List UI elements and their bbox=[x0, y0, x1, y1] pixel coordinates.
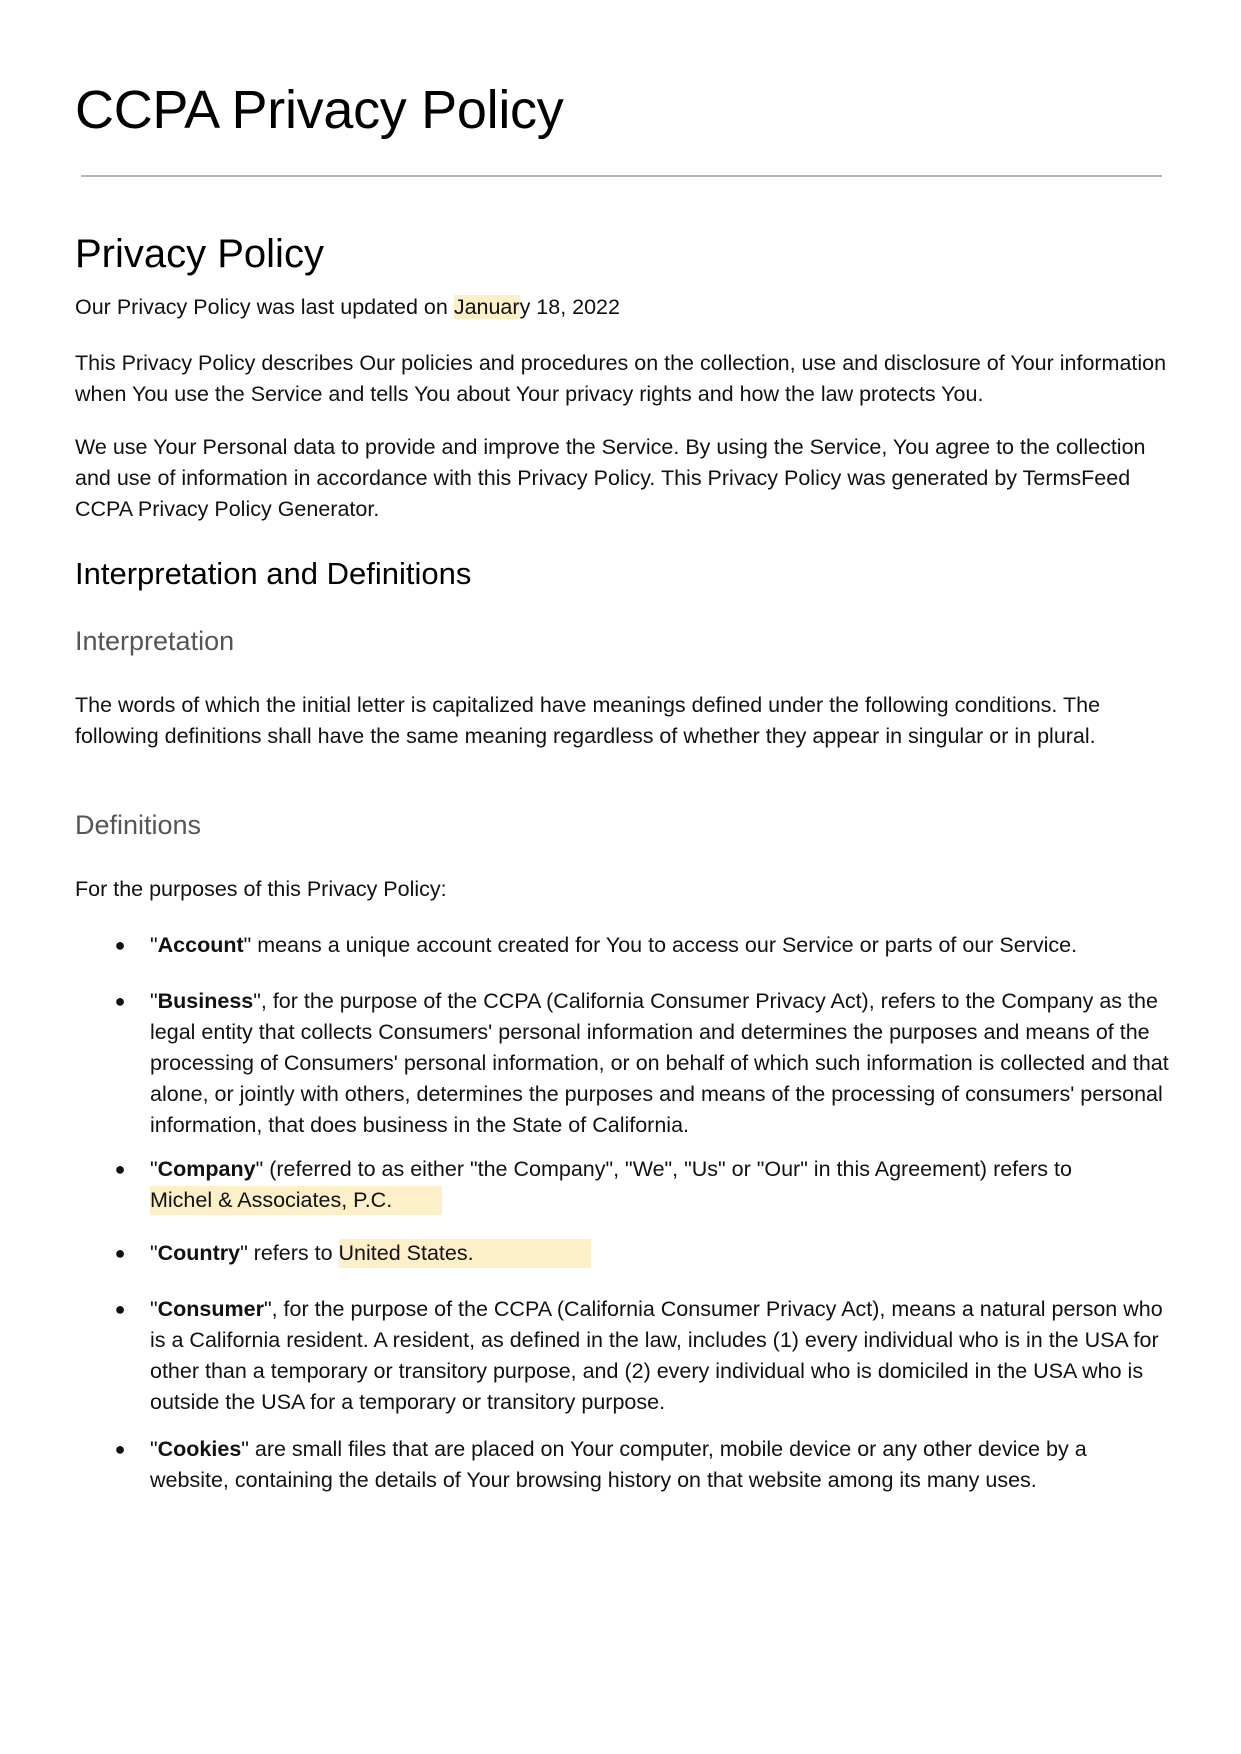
interpretation-paragraph: The words of which the initial letter is capitalized have meanings defined under the following conditions. The following definitions shall have the same meaning regardless of whether they appear in singular or in plural. bbox=[75, 693, 1101, 748]
definition-term: Country bbox=[157, 1241, 241, 1265]
country-name-highlight: United States. bbox=[339, 1239, 591, 1268]
definition-item-cookies bbox=[114, 1434, 1170, 1496]
last-updated-rest: y 18, 2022 bbox=[519, 295, 620, 319]
bullet-icon: ● bbox=[114, 1299, 126, 1319]
quote-mark: " bbox=[150, 1297, 158, 1321]
quote-mark: " bbox=[150, 989, 158, 1013]
definition-item-company bbox=[114, 1154, 1170, 1216]
bullet-icon: ● bbox=[114, 935, 126, 955]
definition-text: " means a unique account created for You to access our Service or parts of our Service. bbox=[243, 933, 1078, 957]
bullet-icon: ● bbox=[114, 991, 126, 1011]
subsection-heading-definitions: Definitions bbox=[75, 810, 202, 840]
definition-term: Consumer bbox=[157, 1297, 264, 1321]
definition-text: ", for the purpose of the CCPA (California Consumer Privacy Act), refers to the Company as the legal entity that collects Consumers' personal information and determines the purposes and means of the processing of Consumers' personal information, or on behalf of which such information is collected and that alone, or jointly with others, determines the purposes and means of the processing of consumers' personal information, that does business in the State of California. bbox=[150, 989, 1169, 1137]
definition-item-account bbox=[114, 930, 1170, 961]
subsection-heading-interpretation: Interpretation bbox=[75, 626, 235, 656]
document-title: CCPA Privacy Policy bbox=[75, 80, 564, 140]
intro-paragraph-1: This Privacy Policy describes Our policies and procedures on the collection, use and disclosure of Your information when You use the Service and tells You about Your privacy rights and how the law protects You. bbox=[75, 351, 1167, 406]
definition-term: Business bbox=[157, 989, 254, 1013]
quote-mark: " bbox=[150, 933, 158, 957]
definition-item-country bbox=[114, 1238, 1170, 1269]
last-updated-highlight: Januar bbox=[453, 295, 520, 319]
last-updated-prefix: Our Privacy Policy was last updated on bbox=[75, 295, 454, 319]
bullet-icon: ● bbox=[114, 1159, 126, 1179]
definition-text: " (referred to as either "the Company", "We", "Us" or "Our" in this Agreement) refers to bbox=[255, 1157, 1072, 1181]
definition-term: Cookies bbox=[157, 1437, 242, 1461]
intro-paragraph-2: We use Your Personal data to provide and improve the Service. By using the Service, You agree to the collection and use of information in accordance with this Privacy Policy. This Privacy Policy was generated by TermsFeed CCPA Privacy Policy Generator. bbox=[75, 435, 1146, 521]
definition-text: ", for the purpose of the CCPA (California Consumer Privacy Act), means a natural person who is a California resident. A resident, as defined in the law, includes (1) every individual who is in the USA for other than a temporary or transitory purpose, and (2) every individual who is domiciled in the USA who is outside the USA for a temporary or transitory purpose. bbox=[150, 1297, 1163, 1414]
company-name-highlight: Michel & Associates, P.C. bbox=[150, 1186, 442, 1215]
definitions-intro: For the purposes of this Privacy Policy: bbox=[75, 877, 447, 901]
definition-term: Company bbox=[157, 1157, 256, 1181]
bullet-icon: ● bbox=[114, 1439, 126, 1459]
quote-mark: " bbox=[150, 1157, 158, 1181]
section-heading-interpretation-definitions: Interpretation and Definitions bbox=[75, 556, 472, 591]
quote-mark: " bbox=[150, 1437, 158, 1461]
last-updated-line bbox=[75, 292, 1175, 323]
bullet-icon: ● bbox=[114, 1243, 126, 1263]
page-heading: Privacy Policy bbox=[75, 232, 324, 276]
definition-item-business bbox=[114, 986, 1170, 1141]
definition-text: " are small files that are placed on Your computer, mobile device or any other device by a website, containing the details of Your browsing history on that website among its many uses. bbox=[150, 1437, 1087, 1492]
title-divider bbox=[81, 175, 1162, 177]
definition-term: Account bbox=[157, 933, 244, 957]
quote-mark: " bbox=[150, 1241, 158, 1265]
definition-item-consumer bbox=[114, 1294, 1170, 1418]
definition-text: " refers to bbox=[240, 1241, 339, 1265]
